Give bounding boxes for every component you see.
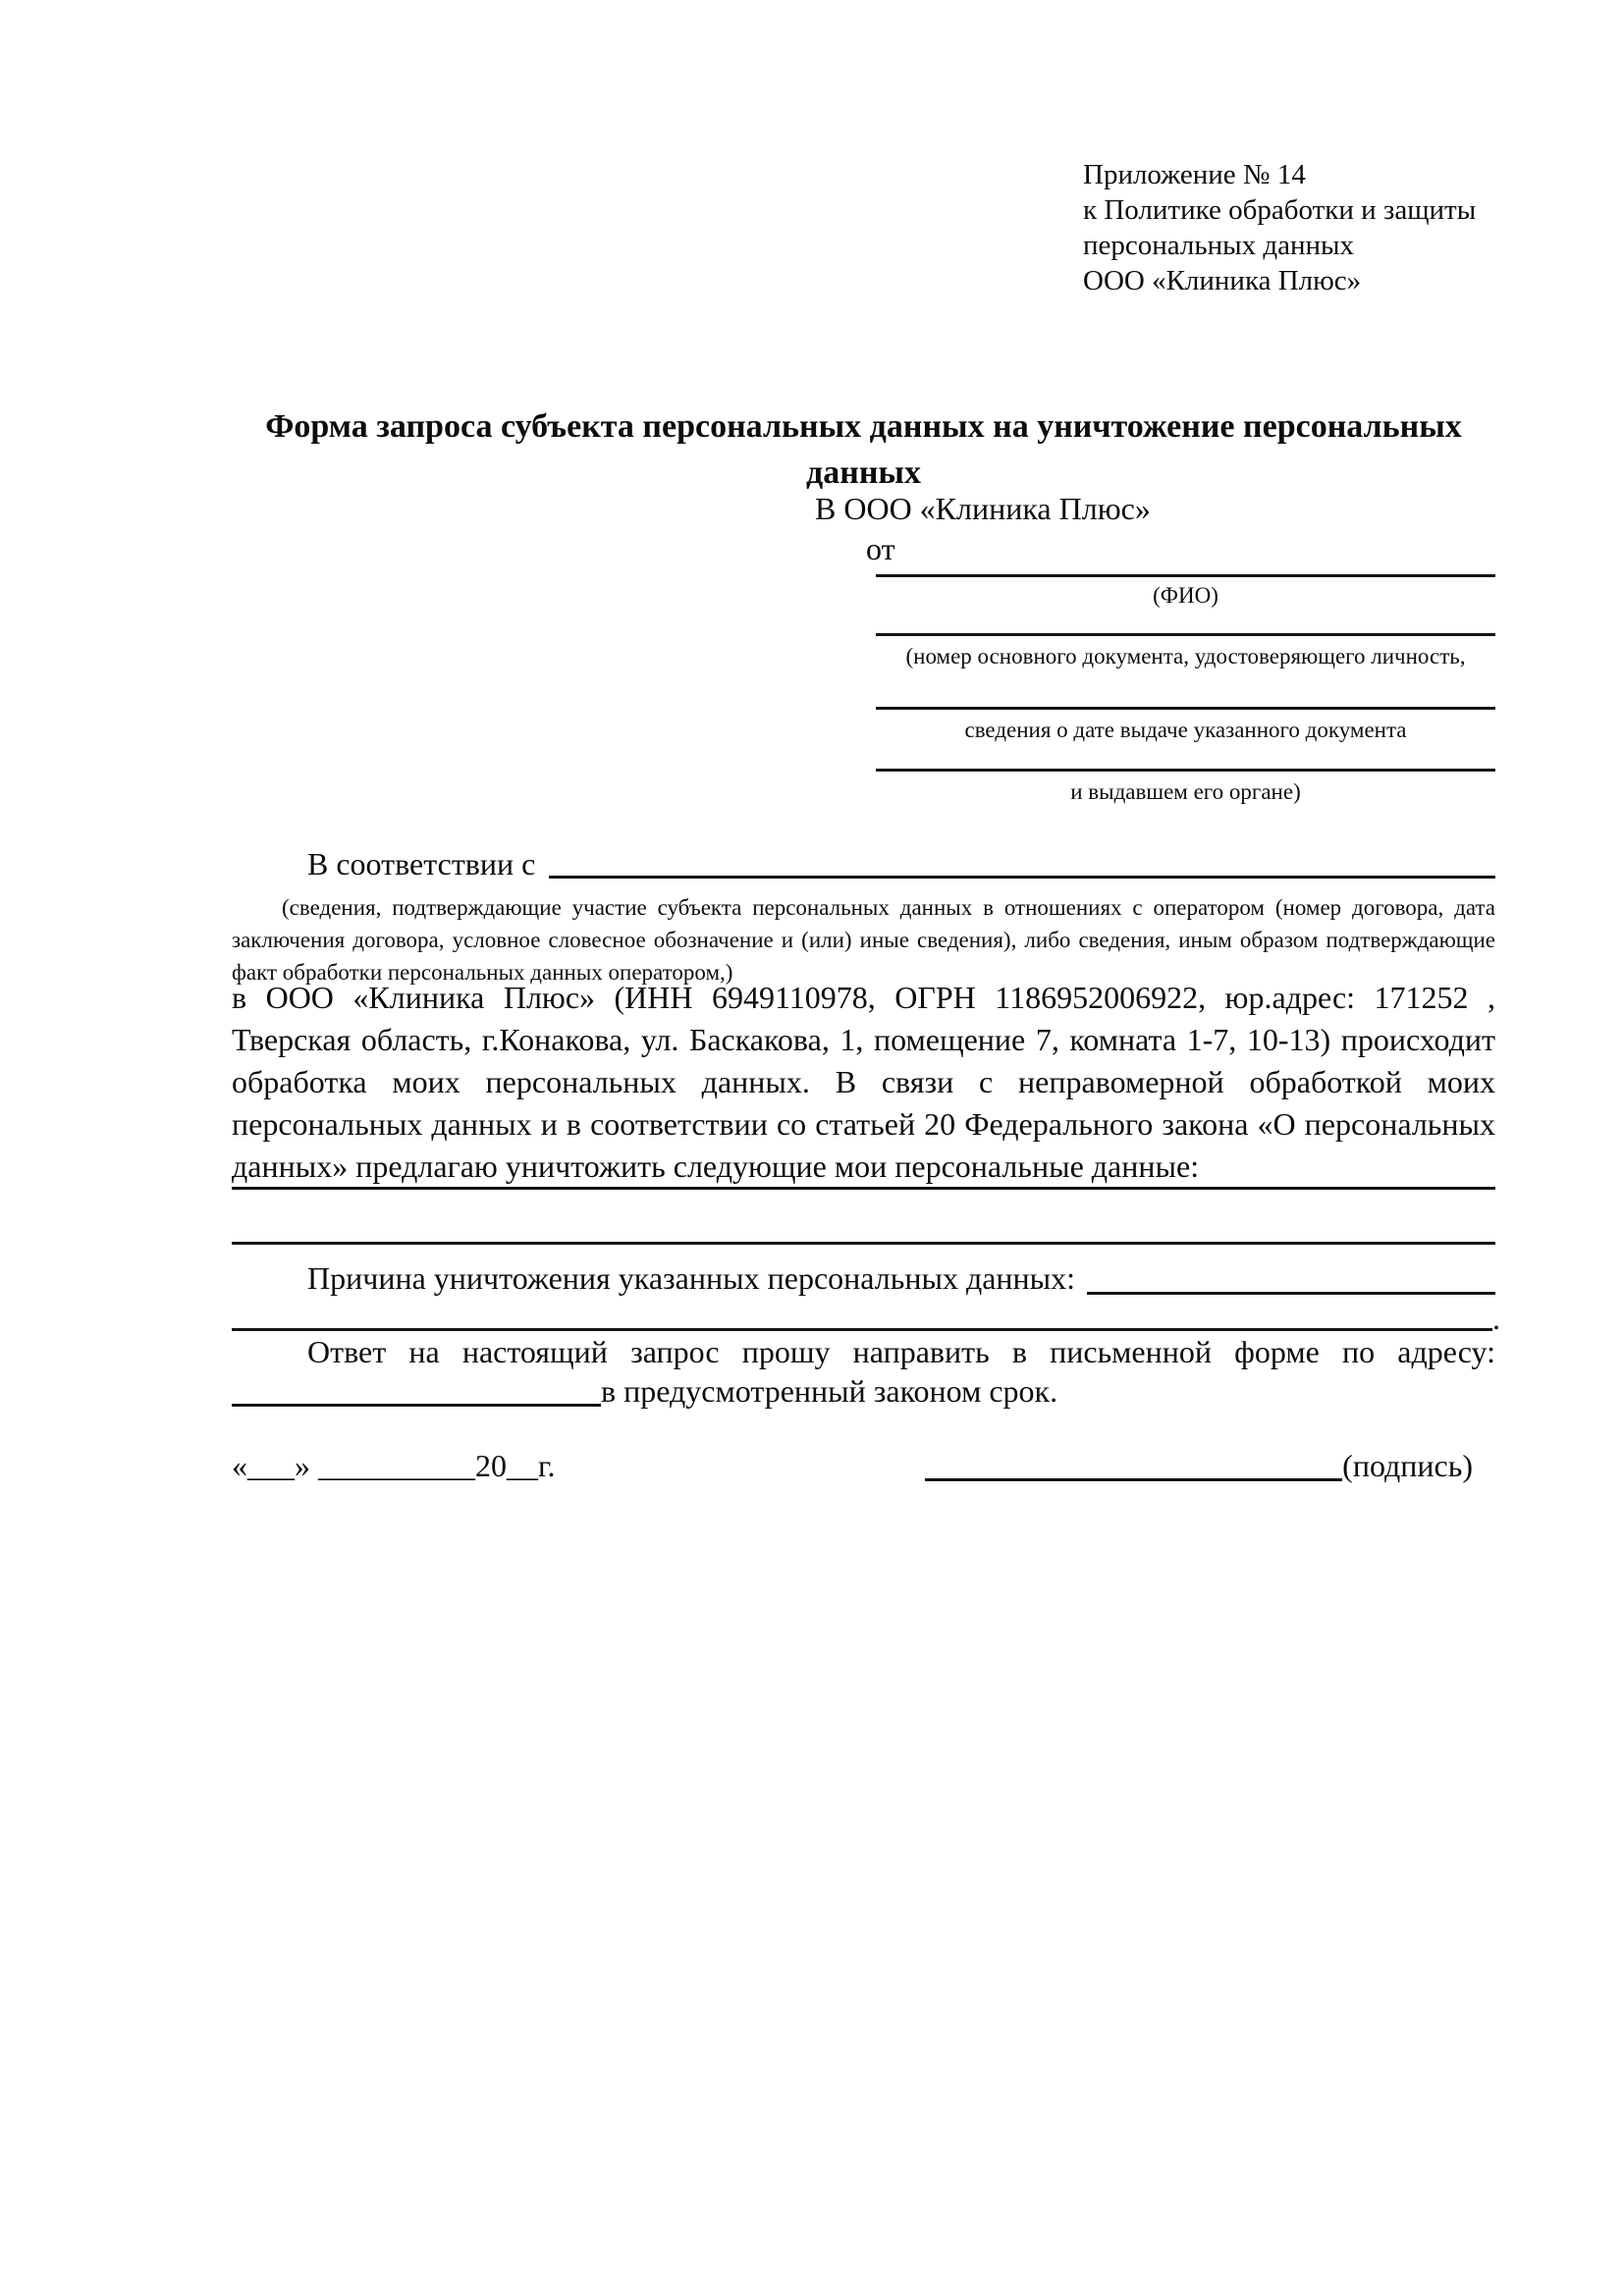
accordance-blank-line	[549, 876, 1495, 879]
id-document-blank-line	[876, 633, 1495, 636]
body-paragraph: в ООО «Клиника Плюс» (ИНН 6949110978, ОГРН 1186952006922, юр.адрес: 171252 , Тверская область, г.Конакова, ул. Баскакова, 1, помещение 7, комната 1-7, 10-13) происходит обработка моих персональных данных. В связи с неправомерной обработкой моих персональных данных и в соответствии со статьей 20 Федерального закона «О персональных данных» предлагаю уничтожить следующие мои персональные данные:	[232, 980, 1495, 1184]
id-document-caption: (номер основного документа, удостоверяющего личность,	[905, 644, 1466, 668]
accordance-note: (сведения, подтверждающие участие субъекта персональных данных в отношениях с оператором (номер договора, дата заключения договора, условное словесное обозначение и (или) иные сведения), либо сведения, иным образом подтверждающие факт обработки персональных данных оператором,)	[232, 895, 1495, 985]
response-sentence: Ответ на настоящий запрос прошу направить в письменной форме по адресу:	[307, 1334, 1495, 1369]
address-blank-line	[232, 1404, 601, 1407]
document-title: Форма запроса субъекта персональных данных на уничтожение персональных данных	[265, 408, 1462, 491]
reason-blank-line	[1087, 1292, 1495, 1295]
signature-caption: (подпись)	[1342, 1448, 1473, 1483]
issuing-authority-blank-line	[876, 769, 1495, 772]
from-label: от	[866, 531, 895, 566]
issuing-authority-caption: и выдавшем его органе)	[1070, 779, 1301, 804]
issue-date-blank-line	[876, 707, 1495, 710]
appendix-line-3: персональных данных	[1083, 230, 1355, 261]
reason-period: .	[1492, 1301, 1500, 1336]
issue-date-caption: сведения о дате выдаче указанного документа	[964, 718, 1407, 742]
accordance-row	[307, 844, 1495, 883]
reason-row	[307, 1257, 1495, 1300]
signature-blank-line	[925, 1478, 1342, 1481]
reason-label: Причина уничтожения указанных персональных данных:	[307, 1260, 1076, 1296]
data-blank-line-2	[232, 1242, 1495, 1245]
appendix-line-2: к Политике обработки и защиты	[1083, 194, 1477, 226]
appendix-block	[1083, 157, 1476, 298]
signature-group	[925, 1445, 1473, 1487]
appendix-line-4: ООО «Клиника Плюс»	[1083, 265, 1362, 296]
date-signature-row	[232, 1445, 1473, 1487]
response-address-row	[232, 1370, 1495, 1413]
appendix-line-1: Приложение № 14	[1083, 159, 1306, 190]
accordance-lead: В соответствии с	[307, 846, 536, 881]
recipient-line: В ООО «Клиника Плюс»	[815, 491, 1151, 526]
data-blank-line-1	[232, 1187, 1495, 1190]
fio-caption: (ФИО)	[1153, 583, 1218, 608]
response-tail: в предусмотренный законом срок.	[601, 1373, 1058, 1409]
fio-blank-line	[876, 574, 1495, 577]
date-line: «___» __________20__г.	[232, 1448, 556, 1483]
